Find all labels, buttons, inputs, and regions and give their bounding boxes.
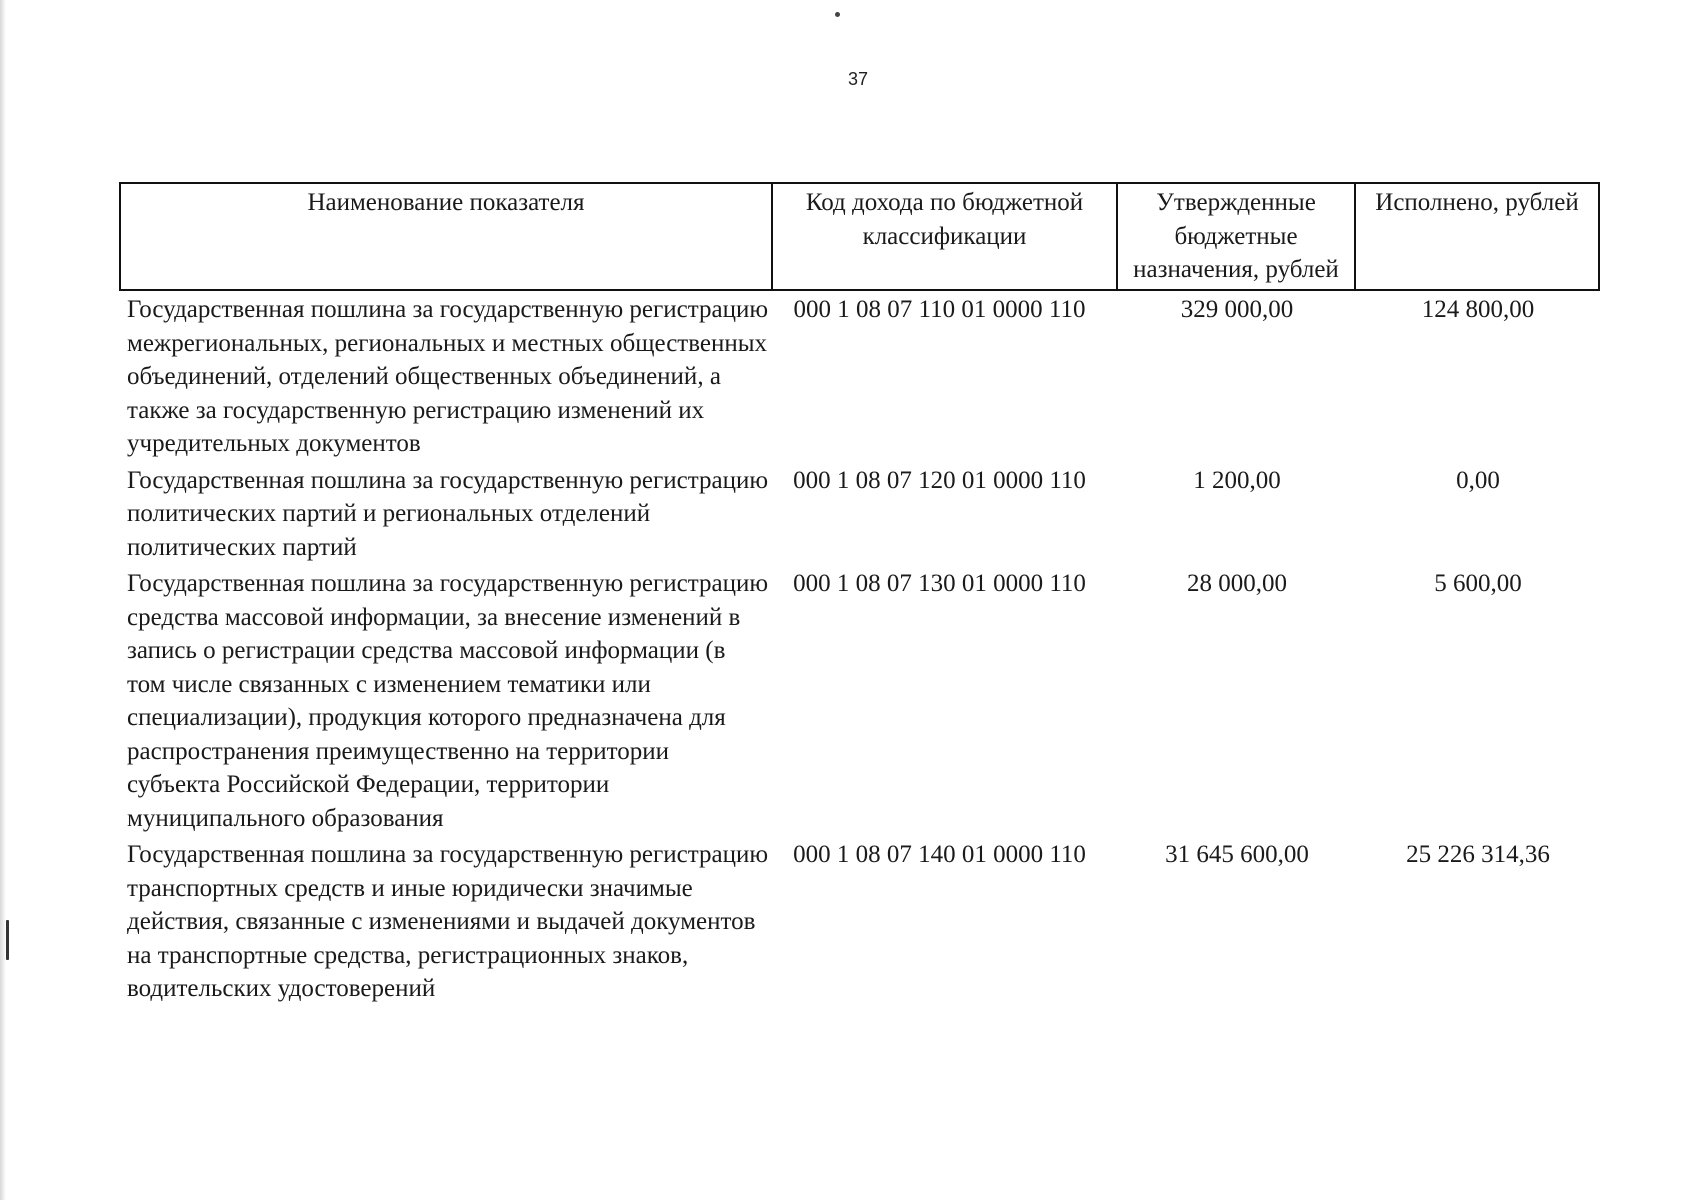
scan-speck xyxy=(835,12,840,17)
table-row xyxy=(120,464,1599,568)
table-header xyxy=(120,183,1599,290)
indicator-name: Государственная пошлина за государственную регистрацию политических партий и региональных отделений политических партий xyxy=(127,466,769,561)
executed-amount: 5 600,00 xyxy=(1434,570,1522,597)
executed-amount: 25 226 314,36 xyxy=(1406,841,1550,868)
approved-amount: 1 200,00 xyxy=(1193,466,1281,494)
approved-amount: 28 000,00 xyxy=(1187,570,1287,597)
approved-amount: 329 000,00 xyxy=(1180,296,1294,323)
indicator-name: Государственная пошлина за государственную регистрацию средства массовой информации, за внесение изменений в запись о регистрации средства массовой информации (в том числе связанных с изменением тематики или специализации), продукция которого предназначена для распространения преимущественно на территории субъекта Российской Федерации, территории муниципального образования xyxy=(127,570,769,832)
table-row xyxy=(120,290,1599,464)
budget-revenue-table xyxy=(119,182,1600,1009)
header-executed: Исполнено, рублей xyxy=(1355,183,1599,290)
scan-edge-shadow xyxy=(0,0,6,1200)
revenue-code: 000 1 08 07 140 01 0000 110 xyxy=(793,841,1086,868)
executed-amount: 0,00 xyxy=(1456,466,1500,494)
page-number: 37 xyxy=(847,69,869,89)
revenue-code: 000 1 08 07 120 01 0000 110 xyxy=(793,466,1086,494)
table-row xyxy=(120,567,1599,838)
revenue-code: 000 1 08 07 110 01 0000 110 xyxy=(793,296,1086,323)
revenue-code: 000 1 08 07 130 01 0000 110 xyxy=(793,570,1086,597)
indicator-name: Государственная пошлина за государственную регистрацию межрегиональных, региональных и местных общественных объединений, отделений общественных объединений, а также за государственную регистрацию изменений их учредительных документов xyxy=(127,296,769,457)
header-indicator-name: Наименование показателя xyxy=(120,183,772,290)
header-revenue-code: Код дохода по бюджетной классификации xyxy=(772,183,1117,290)
indicator-name: Государственная пошлина за государственную регистрацию транспортных средств и иные юридически значимые действия, связанные с изменениями и выдачей документов на транспортные средства, регистрационных знаков, водительских удостоверений xyxy=(127,841,769,1002)
header-approved-budget: Утвержденные бюджетные назначения, рублей xyxy=(1117,183,1355,290)
executed-amount: 124 800,00 xyxy=(1421,296,1535,323)
approved-amount: 31 645 600,00 xyxy=(1165,841,1309,868)
table-row xyxy=(120,838,1599,1009)
scan-speck xyxy=(6,920,9,960)
